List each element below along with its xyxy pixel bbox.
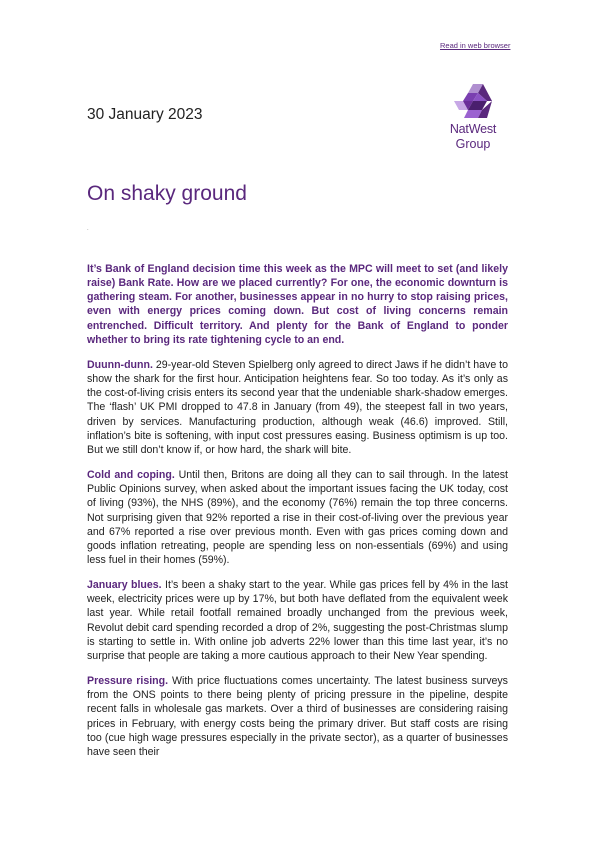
section-lead: Cold and coping. bbox=[87, 469, 175, 482]
section-paragraph bbox=[87, 468, 508, 567]
section-text: Until then, Britons are doing all they can to sail through. In the latest Public Opinions survey, when asked about the important issues facing the UK today, cost of living (93%), the NHS (89%), and the economy (76%) remain the top three concerns. Not surprising given that 92% reported a rise in their cost-of-living over the previous year and 67% reported a rise over previous month. Even with gas prices coming down and goods inflation retreating, people are spending less on non-essentials (69%) and using less fuel in their homes (59%). bbox=[87, 469, 508, 566]
natwest-group-logo bbox=[441, 84, 505, 154]
issue-date: 30 January 2023 bbox=[87, 106, 203, 123]
logo-wordmark: NatWest bbox=[449, 122, 497, 136]
article-body bbox=[87, 262, 508, 770]
section-lead: January blues. bbox=[87, 579, 162, 592]
logo-group-label: Group bbox=[455, 137, 491, 151]
separator: . bbox=[87, 226, 89, 232]
section-paragraph bbox=[87, 358, 508, 457]
newsletter-title: On shaky ground bbox=[87, 182, 247, 205]
section-paragraph bbox=[87, 578, 508, 663]
section-text: With price fluctuations comes uncertainty. The latest business surveys from the ONS points to there being plenty of pricing pressure in the pipeline, despite recent falls in wholesale gas markets. Over a third of businesses are considering raising prices in February, with energy costs being the primary driver. But staff costs are rising too (cue high wage pressures especially in the private sector), as a quarter of businesses have seen their bbox=[87, 675, 508, 758]
read-in-web-browser-link[interactable]: Read in web browser bbox=[440, 41, 511, 50]
section-lead: Pressure rising. bbox=[87, 675, 169, 688]
section-lead: Duunn-dunn. bbox=[87, 358, 153, 371]
section-text: It’s been a shaky start to the year. While gas prices fell by 4% in the last week, electricity prices were up by 17%, but both have deflated from the equivalent week last year. While retail footfall remained broadly unchanged from the previous week, Revolut debit card spending recorded a drop of 2%, suggesting the post-Christmas slump is starting to settle in. With online job adverts 22% lower than this time last year, it’s no surprise that people are taking a more cautious approach to their New Year spending. bbox=[87, 579, 508, 662]
section-paragraph bbox=[87, 674, 508, 759]
intro-paragraph: It’s Bank of England decision time this week as the MPC will meet to set (and likely raise) Bank Rate. How are we placed currently? For one, the economic downturn is gathering steam. For another, businesses appear in no hurry to stop raising prices, even with energy prices coming down. But cost of living concerns remain entrenched. Difficult territory. And plenty for the Bank of England to ponder whether to bring its rate tightening cycle to an end. bbox=[87, 263, 508, 346]
natwest-cubes-icon bbox=[454, 84, 492, 118]
section-text: 29-year-old Steven Spielberg only agreed to direct Jaws if he didn’t have to show the shark for the first hour. Anticipation heightens fear. So too today. As it’s only as the cost-of-living crisis enters its second year that the undeniable shark-shadow emerges. The ‘flash’ UK PMI dropped to 47.8 in January (from 49), the steepest fall in two years, driven by services. Manufacturing production, although weak (46.6) improved. Still, inflation’s bite is softening, with input cost pressures easing. Business optimism is up too. But we still don’t know if, or how hard, the shark will bite. bbox=[87, 358, 508, 456]
